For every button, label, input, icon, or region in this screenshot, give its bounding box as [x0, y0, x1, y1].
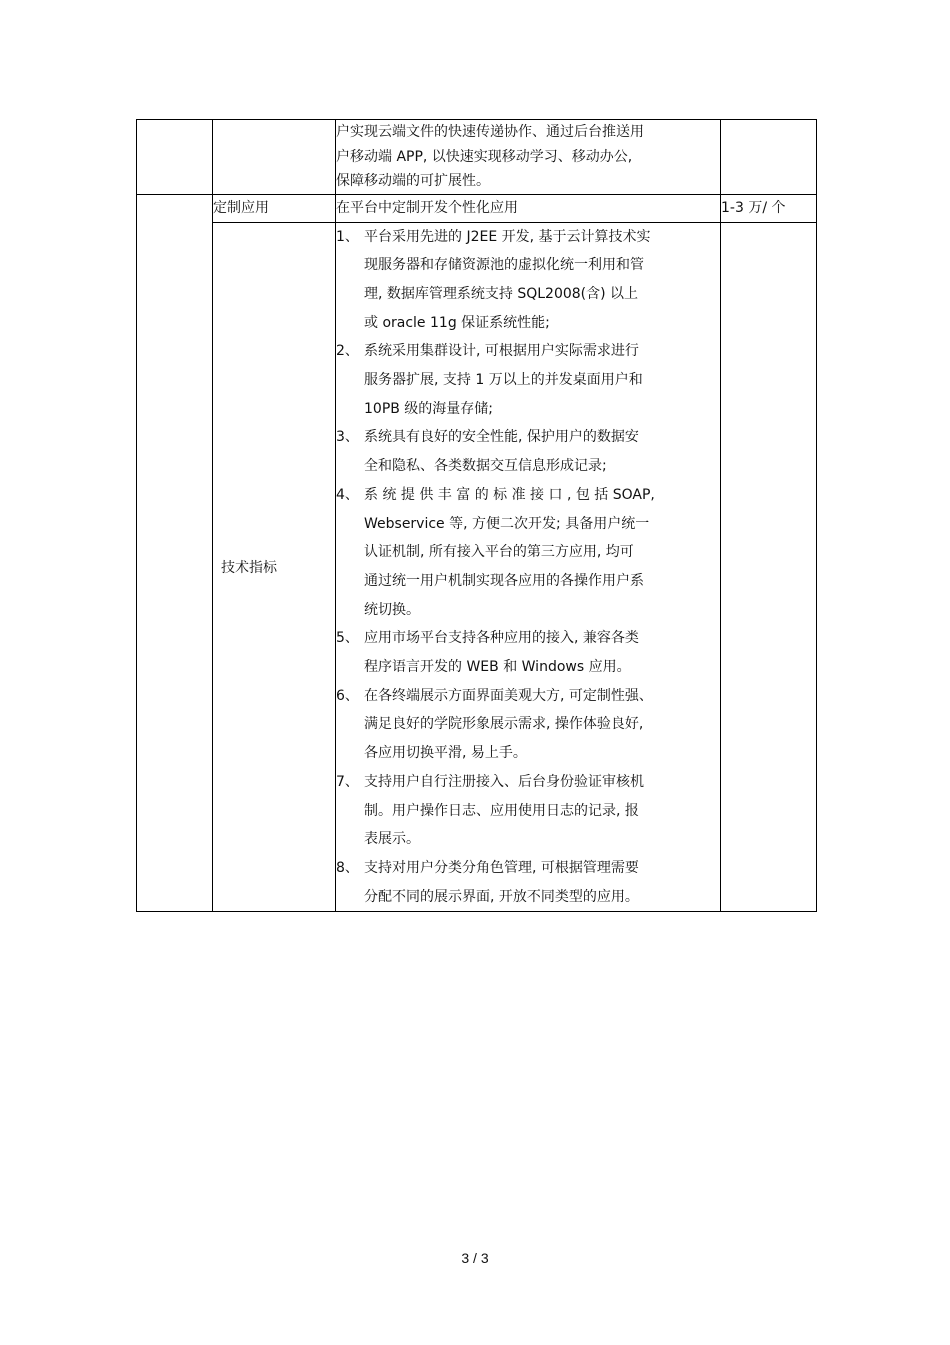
price-cell — [721, 120, 817, 195]
item-line: 表展示。 — [364, 831, 420, 848]
continuation-description-cell — [336, 120, 721, 195]
item-line: 支持对用户分类分角色管理, 可根据管理需要 — [364, 859, 639, 876]
custom-app-price: 1-3 万/ 个 — [721, 194, 817, 222]
item-number: 5、 — [336, 630, 359, 647]
list-item — [336, 682, 720, 768]
list-item — [336, 423, 720, 480]
item-number: 3、 — [336, 429, 359, 446]
table-row-tech-specs — [137, 222, 817, 912]
list-item — [336, 624, 720, 681]
item-line: 在各终端展示方面界面美观大方, 可定制性强、 — [364, 687, 653, 704]
price-cell — [721, 222, 817, 912]
item-line: 制。用户操作日志、应用使用日志的记录, 报 — [364, 802, 639, 819]
item-cell — [213, 120, 336, 195]
item-line: 系统采用集群设计, 可根据用户实际需求进行 — [364, 343, 639, 360]
continuation-line: 保障移动端的可扩展性。 — [336, 173, 490, 189]
category-cell — [137, 194, 213, 912]
category-cell — [137, 120, 213, 195]
item-line: 10PB 级的海量存储; — [364, 400, 494, 417]
list-item — [336, 223, 720, 338]
item-line: 通过统一用户机制实现各应用的各操作用户系 — [364, 572, 644, 589]
item-number: 7、 — [336, 773, 359, 790]
item-line: 或 oracle 11g 保证系统性能; — [364, 314, 550, 331]
spec-table — [136, 119, 817, 912]
item-line: 平台采用先进的 J2EE 开发, 基于云计算技术实 — [364, 228, 651, 245]
continuation-line: 户实现云端文件的快速传递协作、通过后台推送用 — [336, 124, 644, 140]
item-line: 应用市场平台支持各种应用的接入, 兼容各类 — [364, 630, 639, 647]
item-line: 支持用户自行注册接入、后台身份验证审核机 — [364, 773, 644, 790]
item-line: 全和隐私、各类数据交互信息形成记录; — [364, 458, 607, 475]
item-number: 1、 — [336, 228, 359, 245]
item-number: 6、 — [336, 687, 359, 704]
list-item — [336, 854, 720, 911]
list-item — [336, 481, 720, 625]
item-number: 8、 — [336, 859, 359, 876]
item-line: 理, 数据库管理系统支持 SQL2008(含) 以上 — [364, 285, 639, 302]
item-line: 程序语言开发的 WEB 和 Windows 应用。 — [364, 659, 631, 676]
page-number: 3 / 3 — [461, 1250, 489, 1266]
table-row-continuation — [137, 120, 817, 195]
list-item — [336, 768, 720, 854]
item-line: 现服务器和存储资源池的虚拟化统一利用和管 — [364, 257, 644, 274]
item-line: 满足良好的学院形象展示需求, 操作体验良好, — [364, 716, 644, 733]
custom-app-description: 在平台中定制开发个性化应用 — [336, 194, 721, 222]
continuation-line: 户移动端 APP, 以快速实现移动学习、移动办公, — [336, 148, 633, 165]
item-number: 2、 — [336, 343, 359, 360]
item-line: 系统具有良好的安全性能, 保护用户的数据安 — [364, 429, 639, 446]
list-item — [336, 337, 720, 423]
item-line: 认证机制, 所有接入平台的第三方应用, 均可 — [364, 544, 634, 561]
tech-specs-items-cell — [336, 222, 721, 912]
item-line: 统切换。 — [364, 601, 420, 618]
table-row-custom-app — [137, 194, 817, 222]
item-line: Webservice 等, 方便二次开发; 具备用户统一 — [364, 515, 650, 532]
item-number: 4、 — [336, 486, 359, 503]
item-line: 服务器扩展, 支持 1 万以上的并发桌面用户和 — [364, 372, 643, 389]
item-line: 分配不同的展示界面, 开放不同类型的应用。 — [364, 888, 639, 905]
item-line: 系 统 提 供 丰 富 的 标 准 接 口 , 包 括 SOAP, — [364, 486, 655, 503]
item-line: 各应用切换平滑, 易上手。 — [364, 745, 527, 762]
custom-app-label: 定制应用 — [213, 194, 336, 222]
tech-specs-label: 技术指标 — [213, 222, 336, 912]
